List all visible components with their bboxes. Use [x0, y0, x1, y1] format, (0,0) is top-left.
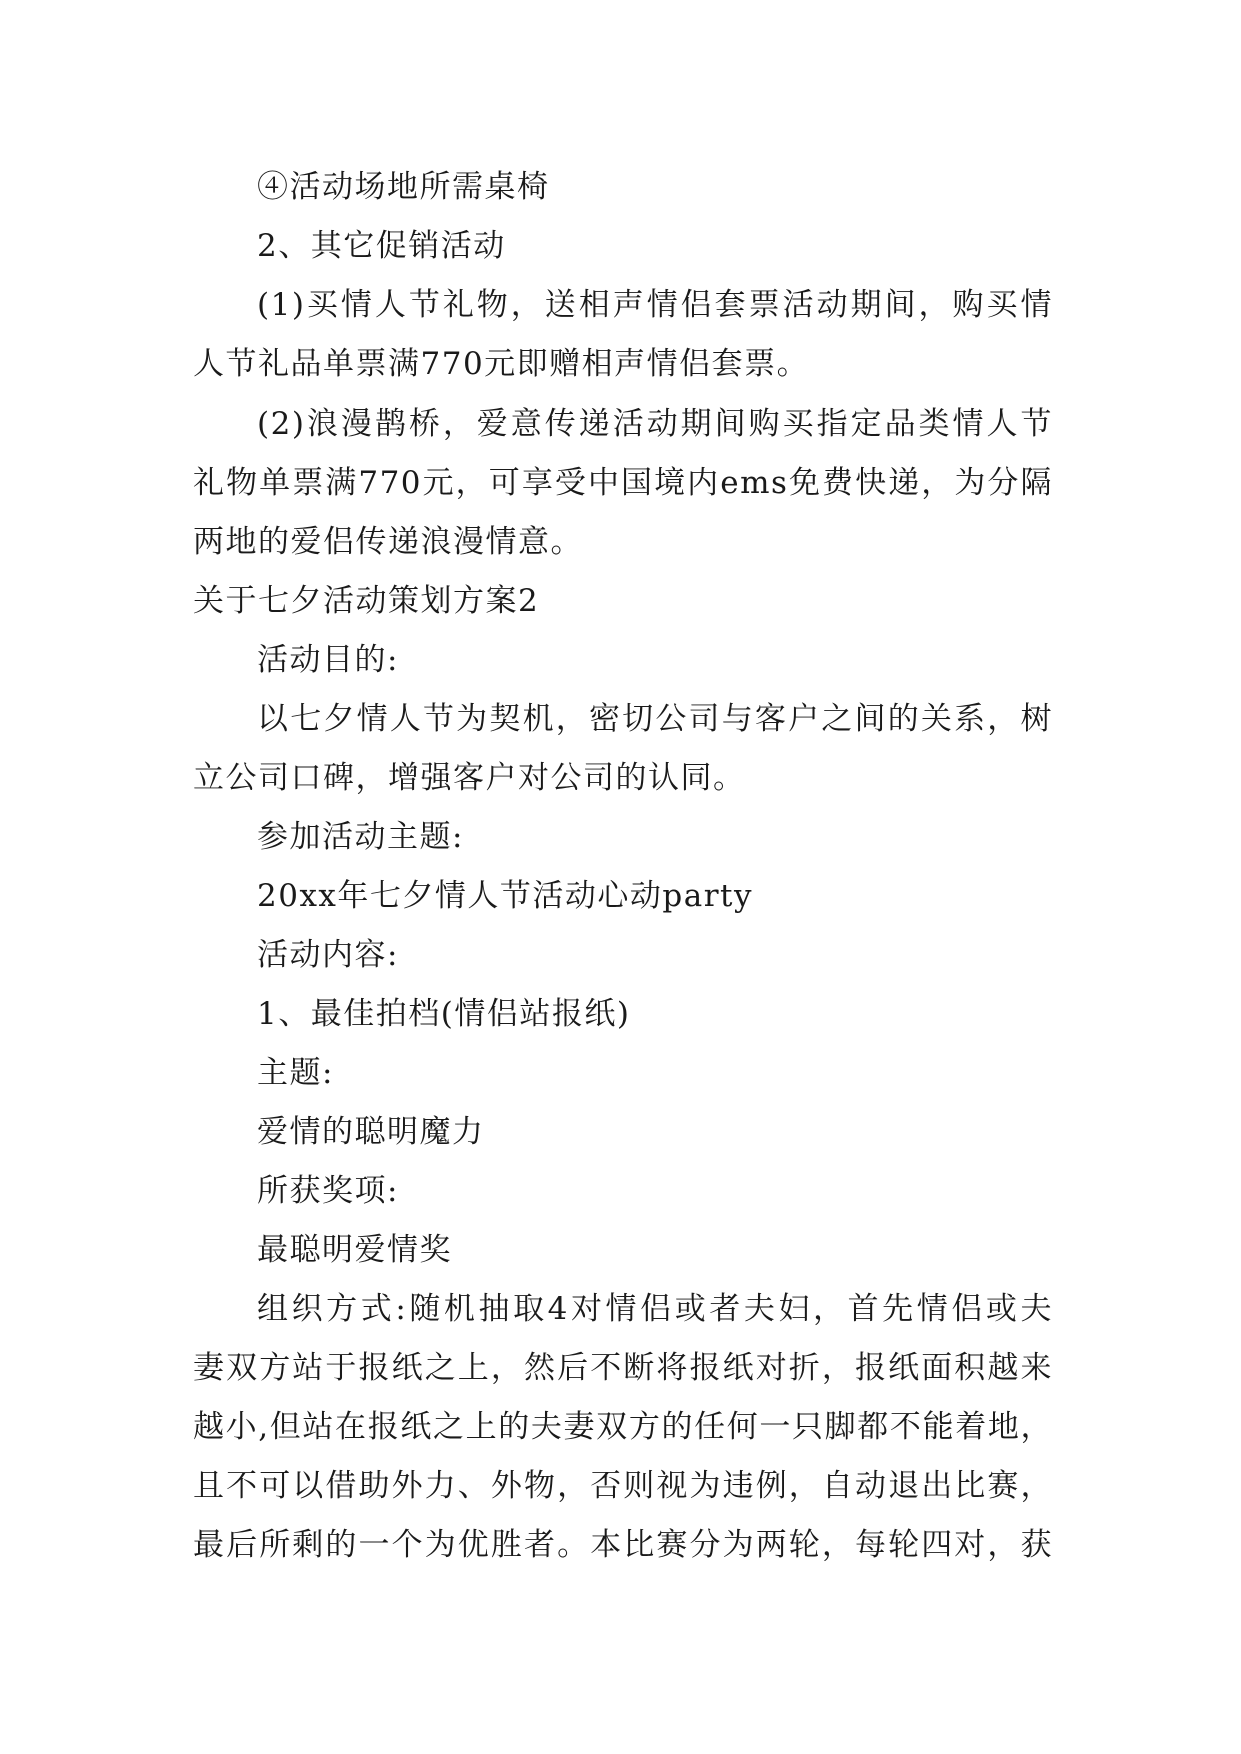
paragraph-line: (1)买情人节礼物，送相声情侣套票活动期间，购买情: [257, 287, 1053, 323]
paragraph-line: 立公司口碑，增强客户对公司的认同。: [193, 760, 746, 796]
heading-purpose: 活动目的:: [257, 642, 399, 678]
paragraph-line: 最后所剩的一个为优胜者。本比赛分为两轮，每轮四对，获: [193, 1527, 1053, 1563]
topic-text: 爱情的聪明魔力: [257, 1114, 485, 1150]
heading-theme: 参加活动主题:: [257, 819, 464, 855]
paragraph-line: 人节礼品单票满770元即赠相声情侣套票。: [193, 346, 810, 382]
theme-text: 20xx年七夕情人节活动心动party: [257, 878, 754, 914]
list-item-tables-chairs: ④活动场地所需桌椅: [257, 169, 550, 205]
document-title: 关于七夕活动策划方案2: [193, 583, 540, 619]
paragraph-line: 礼物单票满770元，可享受中国境内ems免费快递，为分隔: [193, 465, 1053, 501]
paragraph-line: 且不可以借助外力、外物，否则视为违例，自动退出比赛，: [193, 1468, 1053, 1504]
paragraph-line: 妻双方站于报纸之上，然后不断将报纸对折，报纸面积越来: [193, 1350, 1053, 1386]
heading-topic: 主题:: [257, 1055, 334, 1091]
heading-content: 活动内容:: [257, 937, 399, 973]
paragraph-line: 组织方式:随机抽取4对情侣或者夫妇，首先情侣或夫: [257, 1291, 1053, 1327]
paragraph-line: 越小,但站在报纸之上的夫妻双方的任何一只脚都不能着地，: [193, 1409, 1053, 1445]
paragraph-line: 以七夕情人节为契机，密切公司与客户之间的关系，树: [257, 701, 1053, 737]
paragraph-line: (2)浪漫鹊桥，爱意传递活动期间购买指定品类情人节: [257, 406, 1053, 442]
section-heading-other-promotions: 2、其它促销活动: [257, 228, 506, 264]
list-item-best-partner: 1、最佳拍档(情侣站报纸): [257, 996, 631, 1032]
award-text: 最聪明爱情奖: [257, 1232, 452, 1268]
paragraph-line: 两地的爱侣传递浪漫情意。: [193, 524, 583, 560]
heading-awards: 所获奖项:: [257, 1173, 399, 1209]
